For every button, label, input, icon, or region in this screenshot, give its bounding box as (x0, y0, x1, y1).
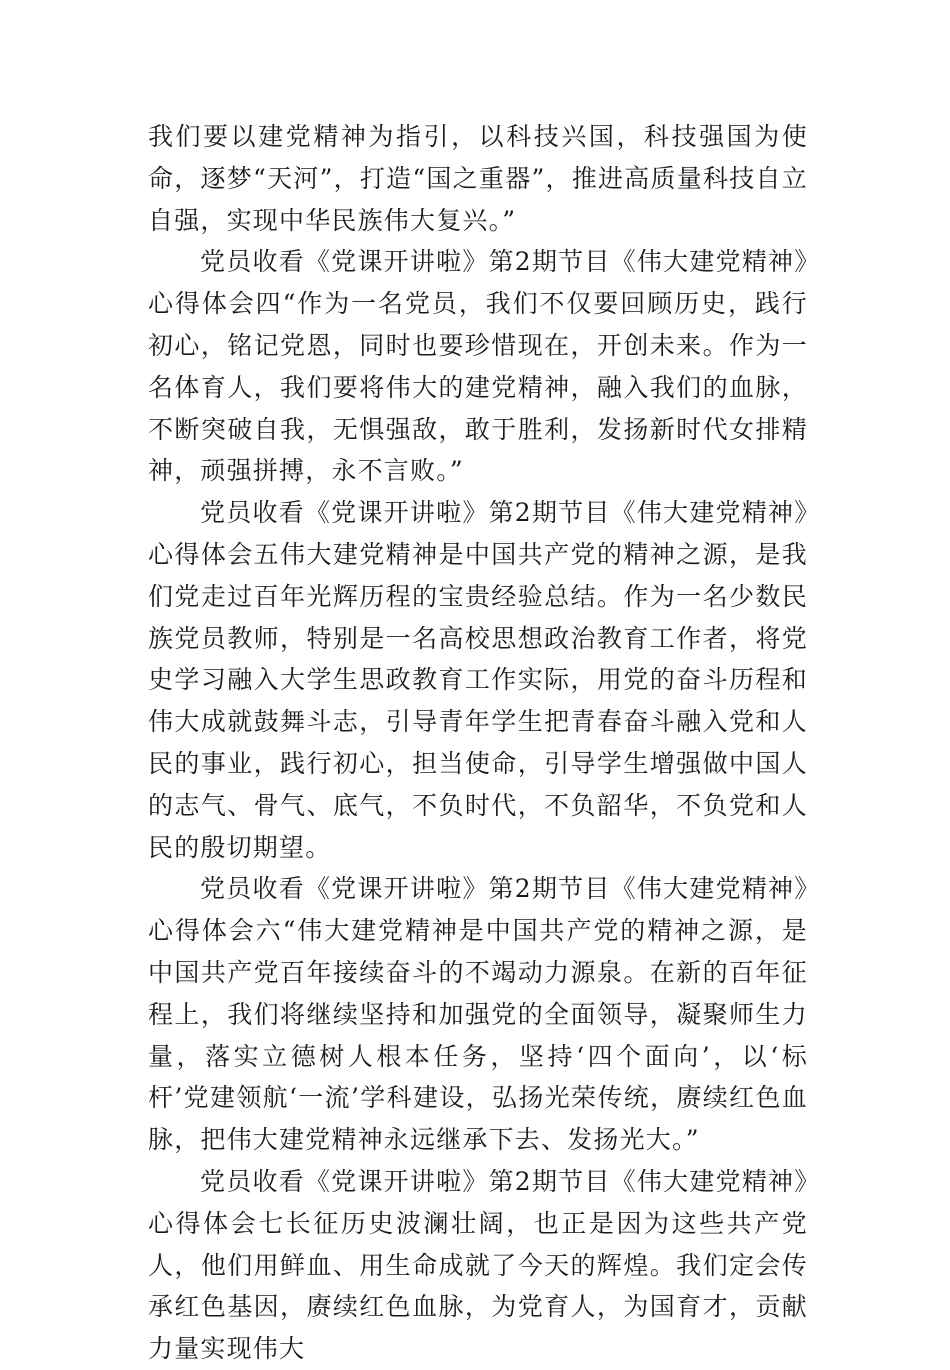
paragraph-3: 党员收看《党课开讲啦》第2期节目《伟大建党精神》心得体会五伟大建党精神是中国共产党的精神之源，是我们党走过百年光辉历程的宝贵经验总结。作为一名少数民族党员教师，特别是一名高校思想政治教育工作者，将党史学习融入大学生思政教育工作实际，用党的奋斗历程和伟大成就鼓舞斗志，引导青年学生把青春奋斗融入党和人民的事业，践行初心，担当使命，引导学生增强做中国人的志气、骨气、底气，不负时代，不负韶华，不负党和人民的殷切期望。 (148, 498, 808, 862)
paragraph-5: 党员收看《党课开讲啦》第2期节目《伟大建党精神》心得体会七长征历史波澜壮阔，也正是因为这些共产党人，他们用鲜血、用生命成就了今天的辉煌。我们定会传承红色基因，赓续红色血脉，为党育人，为国育才，贡献力量实现伟大 (148, 1166, 808, 1364)
paragraph-4: 党员收看《党课开讲啦》第2期节目《伟大建党精神》心得体会六“伟大建党精神是中国共产党的精神之源，是中国共产党百年接续奋斗的不竭动力源泉。在新的百年征程上，我们将继续坚持和加强党的全面领导，凝聚师生力量，落实立德树人根本任务，坚持‘四个面向’，以‘标杆’党建领航‘一流’学科建设，弘扬光荣传统，赓续红色血脉，把伟大建党精神永远继承下去、发扬光大。” (148, 874, 808, 1155)
paragraph-2: 党员收看《党课开讲啦》第2期节目《伟大建党精神》心得体会四“作为一名党员，我们不仅要回顾历史，践行初心，铭记党恩，同时也要珍惜现在，开创未来。作为一名体育人，我们要将伟大的建党精神，融入我们的血脉，不断突破自我，无惧强敌，敢于胜利，发扬新时代女排精神，顽强拼搏，永不言败。” (148, 247, 808, 486)
paragraph-1: 我们要以建党精神为指引，以科技兴国，科技强国为使命，逐梦“天河”，打造“国之重器”，推进高质量科技自立自强，实现中华民族伟大复兴。” (148, 122, 808, 235)
document-body (148, 116, 808, 1370)
